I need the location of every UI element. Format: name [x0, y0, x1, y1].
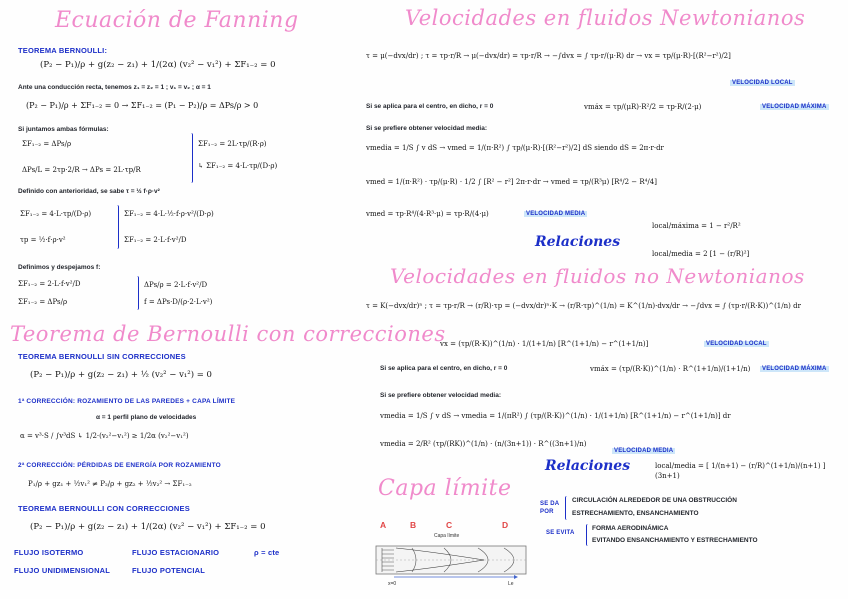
heading-bernoulli-con: TEOREMA BERNOULLI CON CORRECCIONES — [18, 504, 190, 513]
fanning-eq5b: ΣF₁₋₂ = ΔPs/ρ — [18, 298, 68, 306]
nonewt-rel1: local/media = [ 1/(n+1) − (r/R)^(1+1/n)/(n+1) ] (3n+1) — [655, 462, 826, 480]
correccion-1: 1ª CORRECCIÓN: ROZAMIENTO DE LAS PAREDES + CAPA LÍMITE — [18, 398, 236, 405]
correccion-1-note: α = 1 perfil plano de velocidades — [96, 414, 197, 421]
title-bernoulli: Teorema de Bernoulli con correcciones — [10, 322, 446, 346]
newt-rel1: local/máxima = 1 − r²/R² — [652, 222, 741, 230]
fanning-note2: Si juntamos ambas fórmulas: — [18, 126, 109, 133]
flujo-unidimensional: FLUJO UNIDIMENSIONAL — [14, 566, 111, 575]
fanning-eq5d: f = ΔPs·D/(ρ·2·L·v²) — [144, 298, 213, 306]
diagram-le: Le — [508, 581, 514, 587]
correccion-2: 2ª CORRECCIÓN: PÉRDIDAS DE ENERGÍA POR ROZAMIENTO — [18, 462, 221, 469]
nonewt-eq1: τ = K(−dvx/dr)ⁿ ; τ = τp·r/R → (r/R)·τp = (−dvx/dr)ⁿ·K → (r/R·τp)^(1/n) = K^(1/n)·dvx/dr → −∫dvx = ∫ (τp·r/(R·K))^(1/n) dr — [366, 302, 801, 310]
fanning-eq2: (P₂ − P₁)/ρ + ΣF₁₋₂ = 0 → ΣF₁₋₂ = (P₁ − P₂)/ρ = ΔPs/ρ > 0 — [26, 101, 259, 110]
newt-eq1: τ = μ(−dvx/dr) ; τ = τp·r/R → μ(−dvx/dr) = τp·r/R → −∫dvx = ∫ τp·r/(μ·R) dr → vx = τp/(μ·R)·[(R²−r²)/2] — [366, 52, 731, 60]
capa-item-2: ESTRECHAMIENTO, ENSANCHAMIENTO — [572, 510, 699, 517]
fanning-eq4a: ΣF₁₋₂ = 4·L·τp/(D·ρ) — [20, 210, 92, 218]
fanning-note3: Definido con anterioridad, se sabe τ = ½ f·ρ·v² — [18, 188, 160, 195]
diagram-label-a: A — [380, 520, 387, 530]
title-capa-limite: Capa límite — [378, 476, 512, 501]
brace-fanning-1 — [188, 133, 193, 183]
diagram-label-c: C — [446, 520, 453, 530]
nonewt-eq2: vx = (τp/(R·K))^(1/n) · 1/(1+1/n) [R^(1+1/n) − r^(1+1/n)] — [440, 340, 649, 348]
newt-eq3: vmedia = 1/S ∫ v dS → vmed = 1/(π·R²) ∫ τp/(μ·R)·[(R²−r²)/2] dS siendo dS = 2π·r·dr — [366, 144, 664, 152]
brace-fanning-3 — [134, 276, 139, 310]
diagram-x0: x=0 — [388, 581, 397, 587]
heading-bernoulli: TEOREMA BERNOULLI: — [18, 46, 108, 55]
title-no-newtonianos: Velocidades en fluidos no Newtonianos — [390, 264, 805, 288]
flujo-potencial: FLUJO POTENCIAL — [132, 566, 206, 575]
boundary-layer-diagram — [374, 538, 534, 580]
correccion-1-eq: α = v³·S / ∫v³dS ↳ 1/2·(v₂²−v₁²) ≥ 1/2α (v₂²−v₁²) — [20, 432, 189, 440]
brace-fanning-2 — [114, 205, 119, 249]
brace-se-evita — [586, 524, 591, 546]
newt-velocidad-local: VELOCIDAD LOCAL — [732, 80, 793, 86]
title-fanning: Ecuación de Fanning — [55, 8, 299, 33]
capa-se-da: SE DA POR — [540, 501, 560, 515]
diagram-capa-label: Capa límite — [434, 533, 460, 539]
fanning-eq3d: ↳ ΣF₁₋₂ = 4·L·τp/(D·ρ) — [198, 162, 278, 170]
fanning-note1: Ante una conducción recta, tenemos z₁ = z₂ = 1 ; v₁ = v₂ ; α = 1 — [18, 84, 211, 91]
fanning-eq5a: ΣF₁₋₂ = 2·L·f·v²/D — [18, 280, 81, 288]
capa-se-evita: SE EVITA — [546, 530, 575, 536]
fanning-eq1: (P₂ − P₁)/ρ + g(z₂ − z₁) + 1/(2α) (v₂² − v₁²) + ΣF₁₋₂ = 0 — [40, 60, 276, 70]
fanning-note4: Definimos y despejamos f: — [18, 264, 101, 271]
title-newtonianos: Velocidades en fluidos Newtonianos — [405, 6, 806, 30]
nonewt-eq3: vmáx = (τp/(R·K))^(1/n) · R^(1+1/n)/(1+1/n) — [590, 365, 751, 373]
capa-item-1: CIRCULACIÓN ALREDEDOR DE UNA OBSTRUCCIÓN — [572, 497, 737, 504]
newt-rel2: local/media = 2 [1 − (r/R)²] — [652, 250, 750, 258]
newt-eq2: vmáx = τp/(μR)·R²/2 = τp·R/(2·μ) — [584, 103, 702, 111]
nonewt-velocidad-maxima: VELOCIDAD MÁXIMA — [762, 366, 827, 372]
fanning-eq3b: ΔPs/L = 2τp·2/R → ΔPs = 2L·τp/R — [22, 166, 141, 174]
newt-eq5: vmed = τp·R⁴/(4·R³·μ) = τp·R/(4·μ) — [366, 210, 489, 218]
nonewt-note2: Si se prefiere obtener velocidad media: — [380, 392, 502, 399]
nonewt-eq5: vmedia = 2/R² (τp/(RK))^(1/n) · (n/(3n+1)) · R^((3n+1)/n) — [380, 440, 587, 448]
newt-note1: Si se aplica para el centro, en dicho, r = 0 — [366, 103, 494, 110]
heading-bernoulli-sin: TEOREMA BERNOULLI SIN CORRECCIONES — [18, 352, 186, 361]
nonewt-note1: Si se aplica para el centro, en dicho, r = 0 — [380, 365, 508, 372]
flujo-estacionario: FLUJO ESTACIONARIO — [132, 548, 220, 557]
newt-velocidad-media: VELOCIDAD MEDIA — [526, 211, 586, 217]
flujo-densidad: ρ = cte — [254, 548, 280, 557]
brace-se-da — [565, 496, 570, 520]
diagram-label-d: D — [502, 520, 509, 530]
bernoulli-eq2: (P₂ − P₁)/ρ + g(z₂ − z₁) + 1/(2α) (v₂² − v₁²) + ΣF₁₋₂ = 0 — [30, 522, 266, 532]
bernoulli-eq1: (P₂ − P₁)/ρ + g(z₂ − z₁) + ½ (v₂² − v₁²) = 0 — [30, 370, 212, 380]
fanning-eq4b: τp = ½·f·ρ·v² — [20, 236, 66, 244]
nonewt-relaciones: Relaciones — [545, 458, 631, 474]
capa-item-4: EVITANDO ENSANCHAMIENTO Y ESTRECHAMIENTO — [592, 537, 758, 544]
fanning-eq4d: ΣF₁₋₂ = 2·L·f·v²/D — [124, 236, 187, 244]
nonewt-eq4: vmedia = 1/S ∫ v dS → vmedia = 1/(πR²) ∫ (τp/(R·K))^(1/n) · 1/(1+1/n) [R^(1+1/n) − r^(1+1/n)] dr — [380, 412, 731, 420]
fanning-eq5c: ΔPs/ρ = 2·L·f·v²/D — [144, 281, 208, 289]
diagram-label-b: B — [410, 520, 417, 530]
nonewt-velocidad-media: VELOCIDAD MEDIA — [614, 448, 674, 454]
fanning-eq3c: ΣF₁₋₂ = 2L·τp/(R·ρ) — [198, 140, 267, 148]
newt-note2: Si se prefiere obtener velocidad media: — [366, 125, 488, 132]
fanning-eq3a: ΣF₁₋₂ = ΔPs/ρ — [22, 140, 72, 148]
correccion-2-eq: P₁/ρ + gz₁ + ½v₁² ≠ P₂/ρ + gz₂ + ½v₂² → ΣF₁₋₂ — [28, 480, 192, 488]
newt-relaciones: Relaciones — [535, 234, 621, 250]
flujo-isotermo: FLUJO ISOTERMO — [14, 548, 84, 557]
newt-velocidad-maxima: VELOCIDAD MÁXIMA — [762, 104, 827, 110]
nonewt-velocidad-local: VELOCIDAD LOCAL — [706, 341, 767, 347]
fanning-eq4c: ΣF₁₋₂ = 4·L·½·f·ρ·v²/(D·ρ) — [124, 210, 214, 218]
capa-item-3: FORMA AERODINÁMICA — [592, 525, 669, 532]
newt-eq4: vmed = 1/(π·R²) · τp/(μ·R) · 1/2 ∫ [R² − r²] 2π·r·dr → vmed = τp/(R³μ) [R⁴/2 − R⁴/4] — [366, 178, 657, 186]
